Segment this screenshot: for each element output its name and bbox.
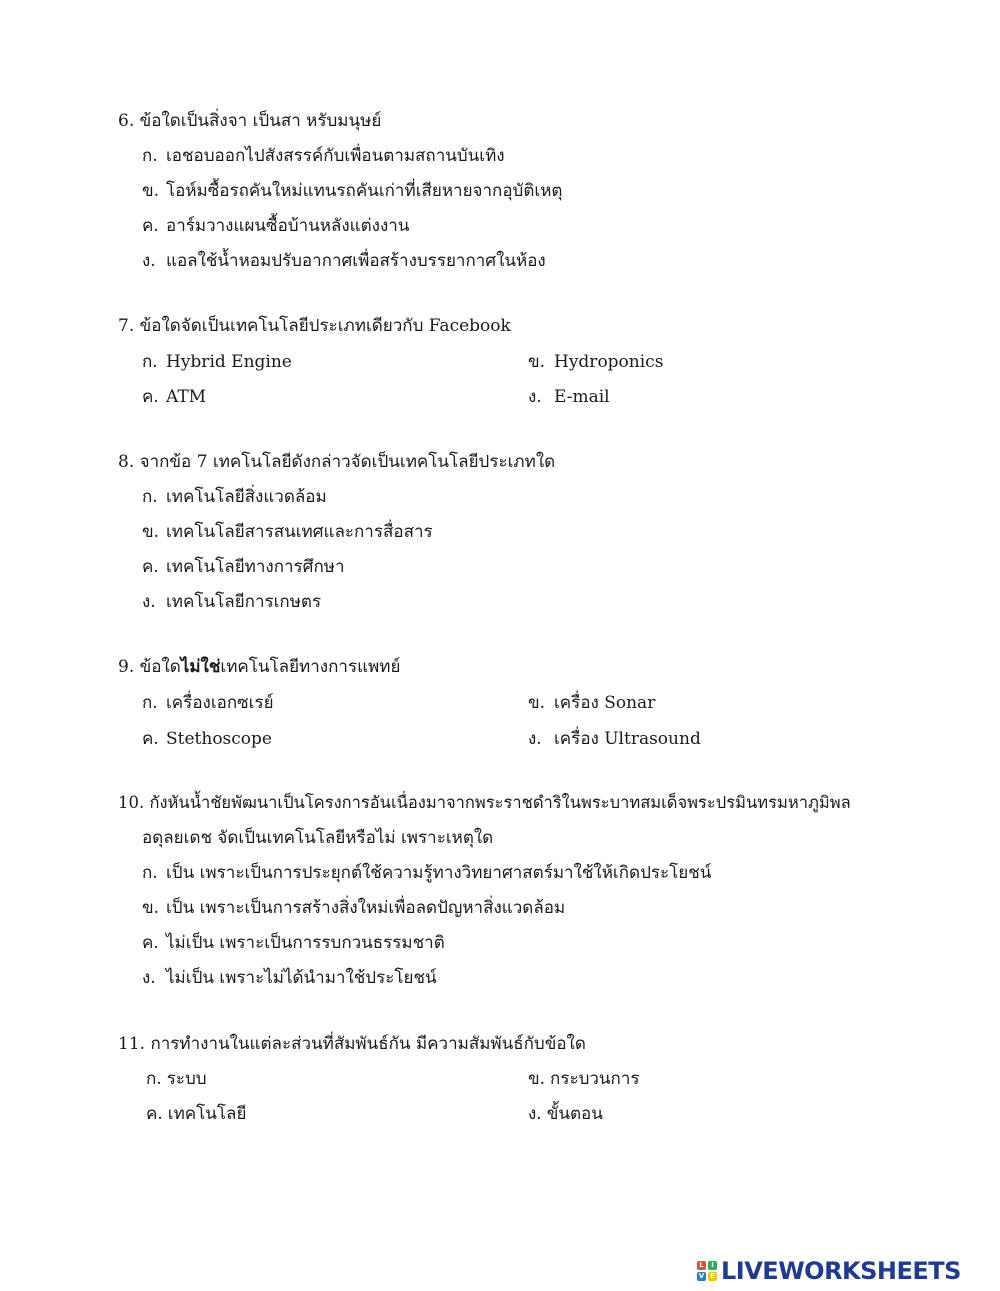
option-label: ง.: [142, 592, 156, 612]
question-9-prefix: 9. ข้อใด: [118, 657, 181, 677]
option-label: ข.: [528, 693, 546, 713]
q6-option-c[interactable]: [142, 215, 409, 237]
option-label: ก.: [146, 1069, 162, 1089]
question-10-continued: อดุลยเดช จัดเป็นเทคโนโลยีหรือไม่ เพราะเหตุใด: [142, 828, 494, 848]
option-label: ข.: [528, 1069, 546, 1089]
option-label: ค.: [142, 216, 159, 236]
q6-option-d[interactable]: [142, 250, 546, 272]
option-text: แอลใช้น้ำหอมปรับอากาศเพื่อสร้างบรรยากาศในห้อง: [166, 251, 546, 271]
option-label: ง.: [528, 1104, 542, 1124]
q7-option-a[interactable]: [142, 351, 292, 373]
option-text: ขั้นตอน: [546, 1104, 603, 1124]
option-label: ง.: [528, 729, 542, 749]
q10-option-c[interactable]: [142, 932, 445, 954]
q11-option-c[interactable]: [146, 1103, 246, 1125]
option-label: ง.: [142, 968, 156, 988]
option-text: เทคโนโลยีการเกษตร: [166, 592, 322, 612]
option-label: ง.: [528, 387, 542, 407]
q11-option-d[interactable]: [528, 1103, 603, 1125]
option-label: ข.: [528, 352, 546, 372]
option-text: ไม่เป็น เพราะไม่ได้นำมาใช้ประโยชน์: [166, 968, 437, 988]
q7-option-c[interactable]: [142, 386, 206, 408]
question-9-suffix: เทคโนโลยีทางการแพทย์: [220, 657, 401, 677]
option-label: ก.: [142, 693, 158, 713]
option-label: ค.: [142, 557, 159, 577]
question-11: 11. การทำงานในแต่ละส่วนที่สัมพันธ์กัน มีความสัมพันธ์กับข้อใด: [118, 1034, 586, 1054]
q6-option-b[interactable]: [142, 180, 562, 202]
q7-option-d[interactable]: [528, 386, 610, 408]
option-text: เป็น เพราะเป็นการประยุกต์ใช้ความรู้ทางวิทยาศาสตร์มาใช้ให้เกิดประโยชน์: [166, 863, 712, 883]
q10-option-b[interactable]: [142, 897, 565, 919]
option-text: ระบบ: [166, 1069, 207, 1089]
q10-option-d[interactable]: [142, 967, 437, 989]
option-label: ข.: [142, 181, 160, 201]
option-text: โอห์มซื้อรถคันใหม่แทนรถคันเก่าที่เสียหายจากอุบัติเหตุ: [166, 181, 563, 201]
option-text: ไม่เป็น เพราะเป็นการรบกวนธรรมชาติ: [166, 933, 445, 953]
option-label: ค.: [146, 1104, 163, 1124]
logo-square-v: V: [698, 1272, 705, 1280]
question-9: [118, 656, 400, 678]
logo-square-e: E: [708, 1272, 717, 1281]
option-text: ATM: [166, 387, 207, 407]
question-8: 8. จากข้อ 7 เทคโนโลยีดังกล่าวจัดเป็นเทคโนโลยีประเภทใด: [118, 452, 556, 472]
q8-option-a[interactable]: [142, 486, 327, 508]
logo-square-i: I: [708, 1261, 717, 1270]
option-text: E-mail: [554, 387, 610, 407]
q6-option-a[interactable]: [142, 145, 505, 167]
q9-option-c[interactable]: [142, 728, 272, 750]
live-squares-icon: [697, 1261, 717, 1281]
option-text: Stethoscope: [166, 729, 272, 749]
option-label: ค.: [142, 387, 159, 407]
option-label: ข.: [142, 522, 160, 542]
q11-option-a[interactable]: [146, 1068, 207, 1090]
q10-option-a[interactable]: [142, 862, 711, 884]
option-label: ก.: [142, 352, 158, 372]
question-9-emphasis: ไม่ใช่: [180, 657, 221, 677]
option-text: เอชอบออกไปสังสรรค์กับเพื่อนตามสถานบันเทิง: [166, 146, 505, 166]
option-text: เครื่องเอกซเรย์: [166, 693, 274, 713]
option-label: ง.: [142, 251, 156, 271]
option-text: Hybrid Engine: [166, 352, 292, 372]
option-text: กระบวนการ: [550, 1069, 640, 1089]
q8-option-b[interactable]: [142, 521, 433, 543]
q8-option-c[interactable]: [142, 556, 345, 578]
option-label: ก.: [142, 863, 158, 883]
option-label: ค.: [142, 933, 159, 953]
question-6: 6. ข้อใดเป็นสิ่งจา เป็นสา หรับมนุษย์: [118, 111, 382, 131]
option-label: ก.: [142, 487, 158, 507]
option-text: เป็น เพราะเป็นการสร้างสิ่งใหม่เพื่อลดปัญหาสิ่งแวดล้อม: [166, 898, 566, 918]
question-10: 10. กังหันน้ำชัยพัฒนาเป็นโครงการอันเนื่องมาจากพระราชดำริในพระบาทสมเด็จพระปรมินทรมหาภูมิพล: [118, 793, 851, 812]
option-text: เครื่อง Sonar: [554, 693, 656, 713]
option-text: เครื่อง Ultrasound: [554, 729, 701, 749]
q9-option-a[interactable]: [142, 692, 274, 714]
option-text: เทคโนโลยีสิ่งแวดล้อม: [166, 487, 327, 507]
option-text: อาร์มวางแผนซื้อบ้านหลังแต่งงาน: [166, 216, 410, 236]
logo-square-l: L: [697, 1261, 706, 1270]
q8-option-d[interactable]: [142, 591, 321, 613]
option-text: เทคโนโลยีสารสนเทศและการสื่อสาร: [166, 522, 433, 542]
question-7: 7. ข้อใดจัดเป็นเทคโนโลยีประเภทเดียวกับ Facebook: [118, 316, 511, 336]
option-label: ก.: [142, 146, 158, 166]
option-text: เทคโนโลยี: [167, 1104, 247, 1124]
q9-option-b[interactable]: [528, 692, 655, 714]
q7-option-b[interactable]: [528, 351, 663, 373]
q9-option-d[interactable]: [528, 728, 701, 750]
option-text: Hydroponics: [554, 352, 664, 372]
q11-option-b[interactable]: [528, 1068, 640, 1090]
option-label: ค.: [142, 729, 159, 749]
logo-wordmark: LIVEWORKSHEETS: [721, 1257, 961, 1285]
option-text: เทคโนโลยีทางการศึกษา: [166, 557, 345, 577]
option-label: ข.: [142, 898, 160, 918]
liveworksheets-logo: [697, 1257, 961, 1285]
